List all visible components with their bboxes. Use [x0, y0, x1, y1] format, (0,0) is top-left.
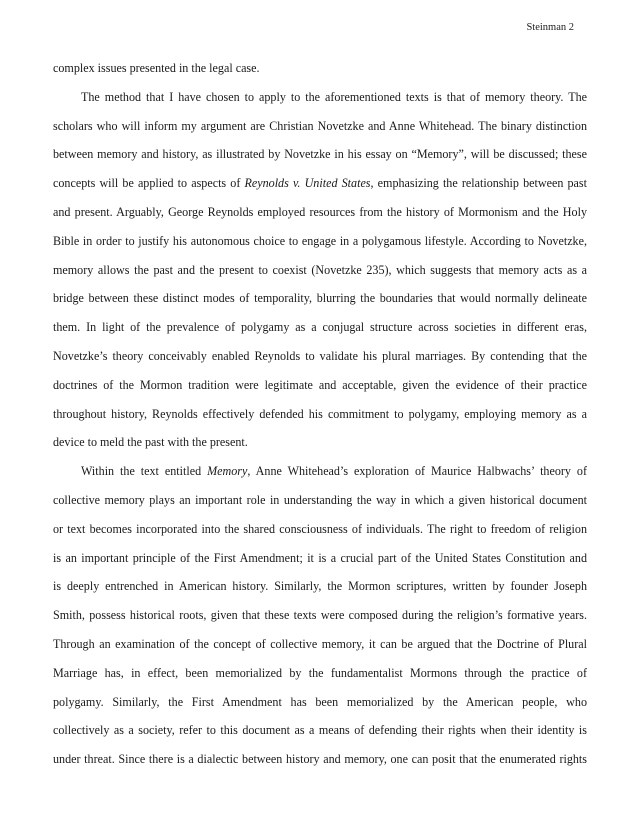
- text-line: Novetzke’s theory conceivably enabled Reynolds to validate his plural marriages. By contending that the: [53, 348, 587, 363]
- text-line: polygamy. Similarly, the First Amendment has been memorialized by the American people, who: [53, 694, 587, 709]
- italic-title: Reynolds v. United States,: [244, 176, 374, 191]
- text-line: doctrines of the Mormon tradition were legitimate and acceptable, given the evidence of their practice: [53, 377, 587, 392]
- text-line: or text becomes incorporated into the shared consciousness of individuals. The right to freedom of religion: [53, 521, 587, 536]
- text-line: complex issues presented in the legal case.: [53, 61, 260, 75]
- text-line: collectively as a society, refer to this document as a means of defending their rights when their identity is: [53, 723, 587, 738]
- text-line: is an important principle of the First Amendment; it is a crucial part of the United States Constitution and: [53, 550, 587, 565]
- text-line: them. In light of the prevalence of polygamy as a conjugal structure across societies in different eras,: [53, 320, 587, 335]
- text-line: [53, 169, 587, 198]
- text-line: throughout history, Reynolds effectively defended his commitment to polygamy, employing memory as a: [53, 406, 587, 421]
- text-line: The method that I have chosen to apply to the aforementioned texts is that of memory theory. The: [81, 89, 587, 104]
- running-head: Steinman 2: [526, 22, 574, 33]
- text-segment: Within the text entitled: [81, 464, 208, 479]
- text-line: under threat. Since there is a dialectic between history and memory, one can posit that the enumerated rights: [53, 752, 587, 767]
- text-line: collective memory plays an important role in understanding the way in which a given historical document: [53, 492, 587, 507]
- text-line: is deeply entrenched in American history. Similarly, the Mormon scriptures, written by founder Joseph: [53, 579, 587, 594]
- text-line: bridge between these distinct modes of temporality, blurring the boundaries that would normally delineate: [53, 291, 587, 306]
- text-line: [53, 457, 587, 486]
- text-line: Smith, possess historical roots, given that these texts were composed during the religion’s formative years.: [53, 608, 587, 623]
- text-line: Marriage has, in effect, been memorialized by the fundamentalist Mormons through the practice of: [53, 665, 587, 680]
- text-line: Through an examination of the concept of collective memory, it can be argued that the Doctrine of Plural: [53, 636, 587, 651]
- text-line: between memory and history, as illustrated by Novetzke in his essay on “Memory”, will be discussed; these: [53, 147, 587, 162]
- text-segment: , Anne Whitehead’s exploration of Maurice Halbwachs’ theory of: [247, 464, 587, 479]
- text-line: device to meld the past with the present.: [53, 435, 248, 450]
- text-line: scholars who will inform my argument are Christian Novetzke and Anne Whitehead. The binary distinction: [53, 118, 587, 133]
- text-line: memory allows the past and the present to coexist (Novetzke 235), which suggests that memory acts as a: [53, 262, 587, 277]
- text-line: and present. Arguably, George Reynolds employed resources from the history of Mormonism and the Holy: [53, 204, 587, 219]
- text-segment: emphasizing the relationship between past: [373, 176, 587, 191]
- text-segment: concepts will be applied to aspects of: [53, 176, 245, 191]
- italic-title: Memory: [207, 464, 248, 479]
- text-line: Bible in order to justify his autonomous choice to engage in a polygamous lifestyle. According to Novetzke,: [53, 233, 587, 248]
- body-text: [53, 54, 587, 774]
